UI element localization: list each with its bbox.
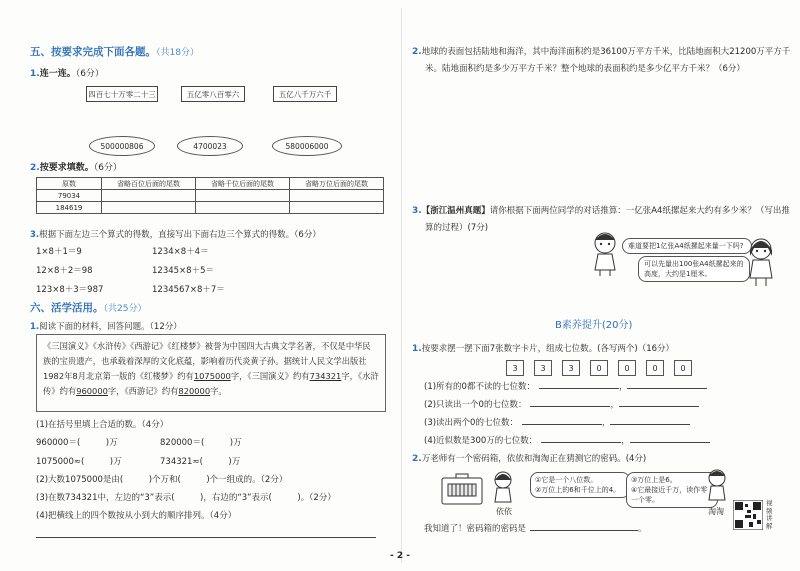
answer-blank[interactable] bbox=[619, 406, 699, 407]
card-sub-2: (2)只读出一个0的七位数： ， bbox=[424, 398, 699, 410]
table-header: 原数 bbox=[37, 178, 102, 190]
table-cell[interactable] bbox=[102, 202, 196, 214]
left-eq-3: 123×8＋3＝987 bbox=[36, 285, 104, 295]
table-header: 省略百位后面的尾数 bbox=[102, 178, 196, 190]
right-eq-2: 12345×8＋5＝ bbox=[152, 266, 214, 276]
hint-bubble-right: ③万位上是6。 ④它最接近千万，读作零一个零。 bbox=[626, 472, 718, 508]
section-6-title: 六、活学活用。（共25分） bbox=[30, 302, 147, 314]
underlined-number: 960000 bbox=[76, 386, 108, 396]
cards-question: 1.按要求摆一摆下面7张数字卡片，组成七位数。(各写两个)（16分） bbox=[412, 344, 675, 354]
q3-title: 3.根据下面左边三个算式的得数，直接写出下面右边三个算式的得数。（6分） bbox=[30, 230, 321, 240]
right-eq-1: 1234×8＋4＝ bbox=[152, 247, 209, 257]
card-sub-4: (4)近似数是300万的七位数： ， bbox=[424, 434, 710, 446]
girl-figure-icon bbox=[744, 236, 778, 286]
table-cell[interactable] bbox=[196, 190, 290, 202]
safe-box-icon bbox=[440, 472, 484, 506]
sub-question-4: (4)把横线上的四个数按从小到大的顺序排列。（4分） bbox=[36, 511, 237, 521]
answer-blank[interactable] bbox=[627, 388, 707, 389]
table-header: 省略千位后面的尾数 bbox=[196, 178, 290, 190]
a4-question-line-2: 算的过程）(7分) bbox=[425, 223, 489, 233]
connect-oval-1: 500000806 bbox=[89, 136, 155, 156]
reading-passage: 《三国演义》《水浒传》《西游记》《红楼梦》被誉为中国四大古典文学名著，不仅是中华民族的宝贵遗产，也承载着深厚的文化底蕴，影响着历代炎黄子孙。据统计人民文学出版社1982年8月北京第一版的《红楼梦》约有1075000字，《三国演义》约有734321字，《水浒传》约有960000字，《西游记》约有820000字。 bbox=[36, 334, 386, 412]
section-b-title: B素养提升(20分) bbox=[555, 320, 633, 331]
right-eq-3: 1234567×8＋7＝ bbox=[152, 285, 225, 295]
left-eq-1: 1×8＋1＝9 bbox=[36, 247, 82, 257]
reading-title: 1.阅读下面的材料，回答问题。（12分） bbox=[30, 322, 182, 332]
connect-box-1: 四百七十万零二十三 bbox=[86, 86, 158, 102]
answer-blank[interactable] bbox=[630, 442, 710, 443]
sub-question-1: (1)在括号里填上合适的数。（4分） bbox=[36, 420, 169, 430]
answer-blank[interactable] bbox=[530, 530, 638, 531]
table-cell: 184619 bbox=[37, 202, 102, 214]
taotao-name: 淘淘 bbox=[708, 507, 724, 516]
fill-blank[interactable]: 1075000≈( )万 bbox=[36, 457, 122, 467]
fill-blank[interactable]: 734321≈( )万 bbox=[160, 457, 241, 467]
underlined-number: 820000 bbox=[178, 386, 211, 396]
digit-card: 0 bbox=[618, 360, 636, 376]
underlined-number: 1075000 bbox=[193, 371, 231, 381]
page-number: - 2 - bbox=[390, 551, 411, 561]
a4-question-line-1: 3.【浙江温州真题】请你根据下面两位同学的对话推算：一亿张A4纸摞起来大约有多少米？（写出推 bbox=[412, 206, 790, 216]
answer-blank[interactable] bbox=[610, 424, 690, 425]
section-5-title: 五、按要求完成下面各题。（共18分） bbox=[30, 46, 199, 58]
table-cell[interactable] bbox=[102, 190, 196, 202]
earth-question-line-1: 2.地球的表面包括陆地和海洋，其中海洋面积约是36100万平方千米，比陆地面积大21200万平方千 bbox=[412, 47, 791, 57]
table-cell[interactable] bbox=[290, 202, 384, 214]
card-sub-3: (3)读出两个0的七位数： ， bbox=[424, 416, 690, 428]
table-row bbox=[37, 202, 384, 214]
qr-label: 视频讲解 bbox=[766, 499, 773, 530]
password-answer: 我知道了！密码箱的密码是 。 bbox=[424, 524, 647, 534]
rounding-table bbox=[36, 177, 384, 214]
yiyi-name: 依依 bbox=[496, 507, 512, 516]
answer-blank[interactable] bbox=[541, 442, 621, 443]
connect-oval-3: 580006000 bbox=[272, 136, 342, 156]
q2-title: 2.按要求填数。（6分） bbox=[30, 163, 122, 173]
connect-box-2: 五亿零八百零六 bbox=[181, 86, 245, 102]
table-row bbox=[37, 190, 384, 202]
underlined-number: 734321 bbox=[309, 371, 342, 381]
earth-question-line-2: 米。陆地面积约是多少万平方千米？整个地球的表面积约是多少亿平方千米？（6分） bbox=[425, 64, 745, 74]
password-question: 2.万老师有一个密码箱，依依和淘淘正在猜测它的密码。(4分) bbox=[412, 454, 647, 464]
answer-blank[interactable] bbox=[530, 406, 610, 407]
table-header-row bbox=[37, 178, 384, 190]
qr-code-icon[interactable] bbox=[733, 500, 763, 530]
hint-bubble-left: ①它是一个八位数。 ②万位上的6和千位上的4。 bbox=[530, 472, 630, 498]
table-cell: 79034 bbox=[37, 190, 102, 202]
connect-box-3: 五亿八千万六千 bbox=[273, 86, 337, 102]
sub-question-2[interactable]: (2)大数1075000是由( )个万和( )个一组成的。（2分） bbox=[36, 475, 288, 485]
card-sub-1: (1)所有的0都不读的七位数： ， bbox=[424, 380, 707, 392]
table-cell[interactable] bbox=[290, 190, 384, 202]
digit-card: 3 bbox=[506, 360, 524, 376]
table-header: 省略万位后面的尾数 bbox=[290, 178, 384, 190]
taotao-figure-icon bbox=[704, 468, 730, 504]
digit-card: 0 bbox=[590, 360, 608, 376]
fill-blank[interactable]: 820000＝( )万 bbox=[160, 438, 242, 448]
answer-line[interactable] bbox=[36, 537, 376, 538]
sub-question-3[interactable]: (3)在数734321中，左边的“3”表示( )，右边的“3”表示( )。（2分） bbox=[36, 493, 336, 503]
q1-title: 1.连一连。（6分） bbox=[30, 69, 104, 79]
digit-card: 3 bbox=[562, 360, 580, 376]
digit-card: 0 bbox=[646, 360, 664, 376]
yiyi-figure-icon bbox=[490, 470, 516, 506]
fill-blank[interactable]: 960000＝( )万 bbox=[36, 438, 118, 448]
answer-blank[interactable] bbox=[522, 424, 602, 425]
table-cell[interactable] bbox=[196, 202, 290, 214]
speech-bubble-2: 可以先量出100张A4纸摞起来的高度，大约是1厘米。 bbox=[638, 256, 750, 282]
page-divider bbox=[401, 8, 402, 563]
speech-bubble-1: 难道要把1亿张A4纸摞起来量一下吗? bbox=[622, 238, 752, 254]
left-eq-2: 12×8＋2＝98 bbox=[36, 266, 93, 276]
answer-blank[interactable] bbox=[539, 388, 619, 389]
connect-oval-2: 4700023 bbox=[177, 136, 243, 156]
boy-figure-icon bbox=[588, 230, 622, 276]
digit-card: 3 bbox=[534, 360, 552, 376]
digit-card: 0 bbox=[674, 360, 692, 376]
